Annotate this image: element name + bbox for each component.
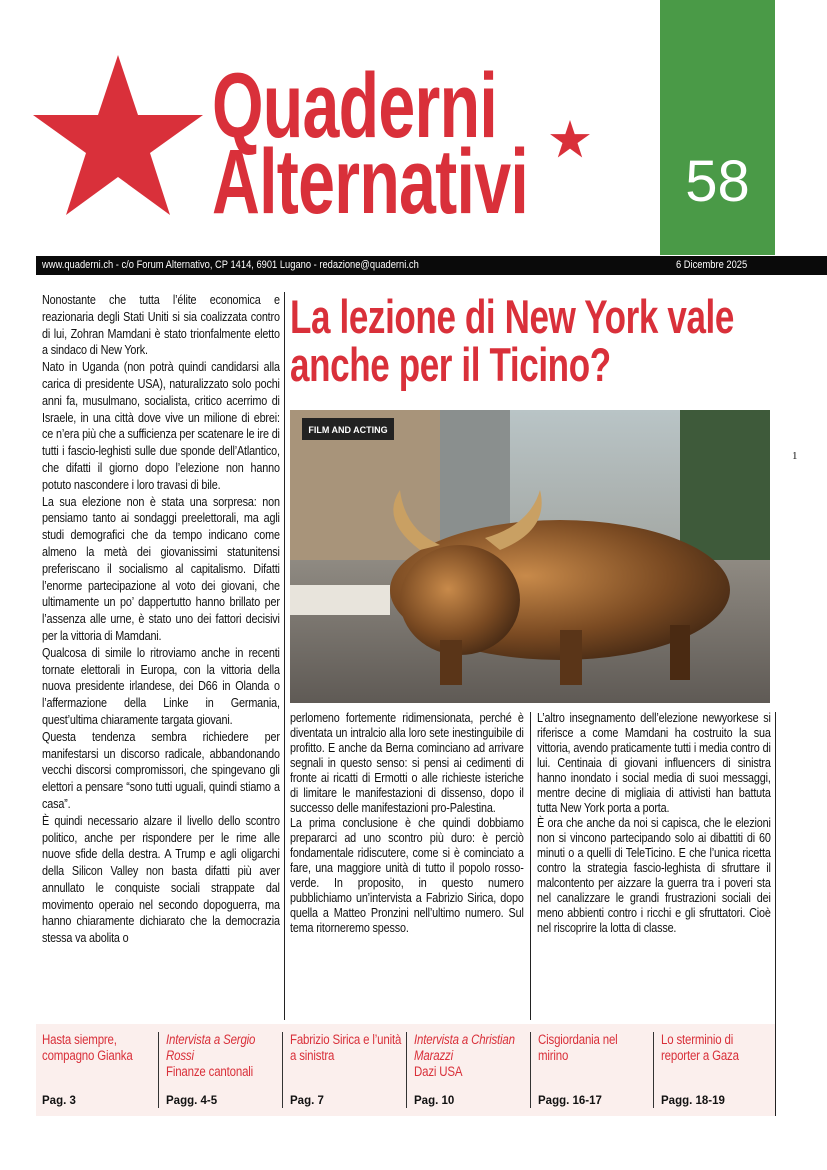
paragraph: La prima conclusione è che quindi dobbiamo prepararci ad uno scontro più duro: è perciò fondamentale ridiscutere, come si è cominciato a fare, una maggiore unità di tutto il popolo rosso-verde. In proposito, in questo numero pubblichiamo un’intervista a Fabrizio Sirica, dopo quella a Matteo Pronzini nell’ultimo numero. Sul tema ritorneremo spesso.	[290, 815, 524, 935]
paragraph: perlomeno fortemente ridimensionata, perché è diventata un intralcio alla loro sete inestinguibile di profitto. E anche da Berna cominciano ad arrivare segnali in questo senso: si pensi ai cedimenti di fronte ai ricatti di Ermotti o alle richieste isteriche di limitare le manifestazioni di dissenso, dopo il successo delle manifestazioni pro-Palestina.	[290, 710, 524, 815]
teaser-title: Lo sterminio di reporter a Gaza	[661, 1032, 739, 1063]
divider	[406, 1032, 407, 1108]
teaser-kicker: Intervista a Sergio Rossi	[166, 1032, 256, 1063]
issue-date: 6 Dicembre 2025	[676, 259, 748, 271]
masthead-title-line2: Alternativi	[212, 131, 529, 233]
page-marker: 1	[792, 450, 798, 462]
paragraph: L’altro insegnamento dell’elezione newyorkese si riferisce a come Mamdani ha costruito la sua vittoria, avendo praticamente tutti i media contro di lui. Centinaia di giovani influencers di sinistra hanno inondato i social media di suoi messaggi, mentre decine di migliaia di attivisti han battuta tutta New York porta a porta.	[537, 710, 771, 815]
article-column-3	[537, 710, 771, 935]
issue-number: 58	[685, 149, 750, 214]
teaser-item[interactable]	[284, 1032, 406, 1108]
teaser-item[interactable]	[532, 1032, 654, 1108]
paragraph: Questa tendenza sembra richiedere per manifestarsi un discorso radicale, abbandonando vecchi discorsi compromissori, che spingevano gli elettori a pensare “sono tutti uguali, quindi stiamo a casa”.	[42, 728, 280, 811]
teaser-page: Pag. 10	[414, 1095, 455, 1107]
divider	[653, 1032, 654, 1108]
article-column-2	[290, 710, 524, 935]
paragraph: Qualcosa di simile lo ritroviamo anche in recenti tornate elettorali in Europa, con la vittoria della nuova presidente irlandese, dei D66 in Olanda o l’affermazione della Linke in Germania, quest’ultima chiaramente targata giovani.	[42, 644, 280, 727]
paragraph: Nato in Uganda (non potrà quindi candidarsi alla carica di presidente USA), naturalizzato solo pochi anni fa, musulmano, socialista, critico acerrimo di Israele, in una città dove vive un milione di ebrei: ce n’era più che a sufficienza per scatenare le ire di tutti i fascio-leghisti sulle due sponde dell’Atlantico, che difatti il giorno dopo l’elezione non hanno potuto nascondere i loro travasi di bile.	[42, 359, 280, 492]
paragraph: È ora che anche da noi si capisca, che le elezioni non si vincono partecipando solo ai dibattiti di 60 minuti o a quelli di TeleTicino. E che l’unica ricetta contro la strategia fascio-leghista di sfruttare il malcontento per aizzare la guerra tra i poveri sta nel canalizzare le grandi frustrazioni sociali dei meno abbienti contro i ricchi e gli sfruttatori. Cioè nel riscoprire la lotta di classe.	[537, 815, 771, 935]
headline: La lezione di New York vale anche per il Ticino?	[290, 290, 735, 391]
paragraph: La sua elezione non è stata una sorpresa: non pensiamo tanto ai sondaggi preelettorali, ma agli studi demografici che da tempo indicano come almeno la metà dei giovanissimi statunitensi preferiscano il socialismo al capitalismo. Difatti l’enorme partecipazione al voto dei giovani, che ultimamente un po’ dappertutto hanno brillato per l’assenza alle urne, è stato uno dei fattori decisivi per la vittoria di Mamdani.	[42, 493, 280, 643]
column-divider	[284, 292, 285, 1020]
teaser-page: Pagg. 4-5	[166, 1095, 218, 1107]
info-bar	[36, 256, 827, 275]
teaser-page: Pagg. 16-17	[538, 1095, 602, 1107]
teaser-item[interactable]	[655, 1032, 777, 1108]
paragraph: È quindi necessario alzare il livello dello scontro politico, anche per rispondere per le rime alle nuove sfide della destra. A Trump e agli oligarchi della Silicon Valley non basta difatti più aver annullato le conquiste sociali strappate dal movimento operaio nel secondo dopoguerra, ma hanno chiaramente dichiarato che la democrazia stessa va abolita o	[42, 812, 280, 946]
teaser-bar	[36, 1024, 775, 1116]
divider	[530, 1032, 531, 1108]
masthead-title-line1: Quaderni	[212, 55, 498, 157]
teaser-page: Pag. 3	[42, 1095, 76, 1107]
column-divider	[530, 712, 531, 1020]
article-column-1	[42, 292, 280, 947]
teaser-item[interactable]	[408, 1032, 530, 1108]
divider	[282, 1032, 283, 1108]
contact-info: www.quaderni.ch - c/o Forum Alternativo, CP 1414, 6901 Lugano - redazione@quaderni.ch	[42, 259, 419, 271]
wall-street-bull-photo	[290, 410, 770, 703]
teaser-item[interactable]	[36, 1032, 158, 1108]
teaser-page: Pag. 7	[290, 1095, 324, 1107]
paragraph: Nonostante che tutta l’élite economica e reazionaria degli Stati Uniti si sia coalizzata contro di lui, Zohran Mamdani è stato trionfalmente eletto a sindaco di New York.	[42, 292, 280, 358]
teaser-title: Finanze cantonali	[166, 1064, 254, 1079]
red-star-logo-icon	[33, 55, 203, 217]
sign-text: FILM AND ACTING	[308, 425, 388, 435]
small-star-icon	[550, 120, 590, 158]
teaser-title: Cisgiordania nel mirino	[538, 1032, 618, 1063]
teaser-title: Hasta siempre, compagno Gianka	[42, 1032, 133, 1063]
issue-box	[660, 0, 775, 255]
teaser-title: Dazi USA	[414, 1064, 463, 1079]
teaser-item[interactable]	[160, 1032, 282, 1108]
teaser-kicker: Intervista a Christian Marazzi	[414, 1032, 515, 1063]
divider	[158, 1032, 159, 1108]
teaser-page: Pagg. 18-19	[661, 1095, 725, 1107]
teaser-title: Fabrizio Sirica e l’unità a sinistra	[290, 1032, 402, 1063]
